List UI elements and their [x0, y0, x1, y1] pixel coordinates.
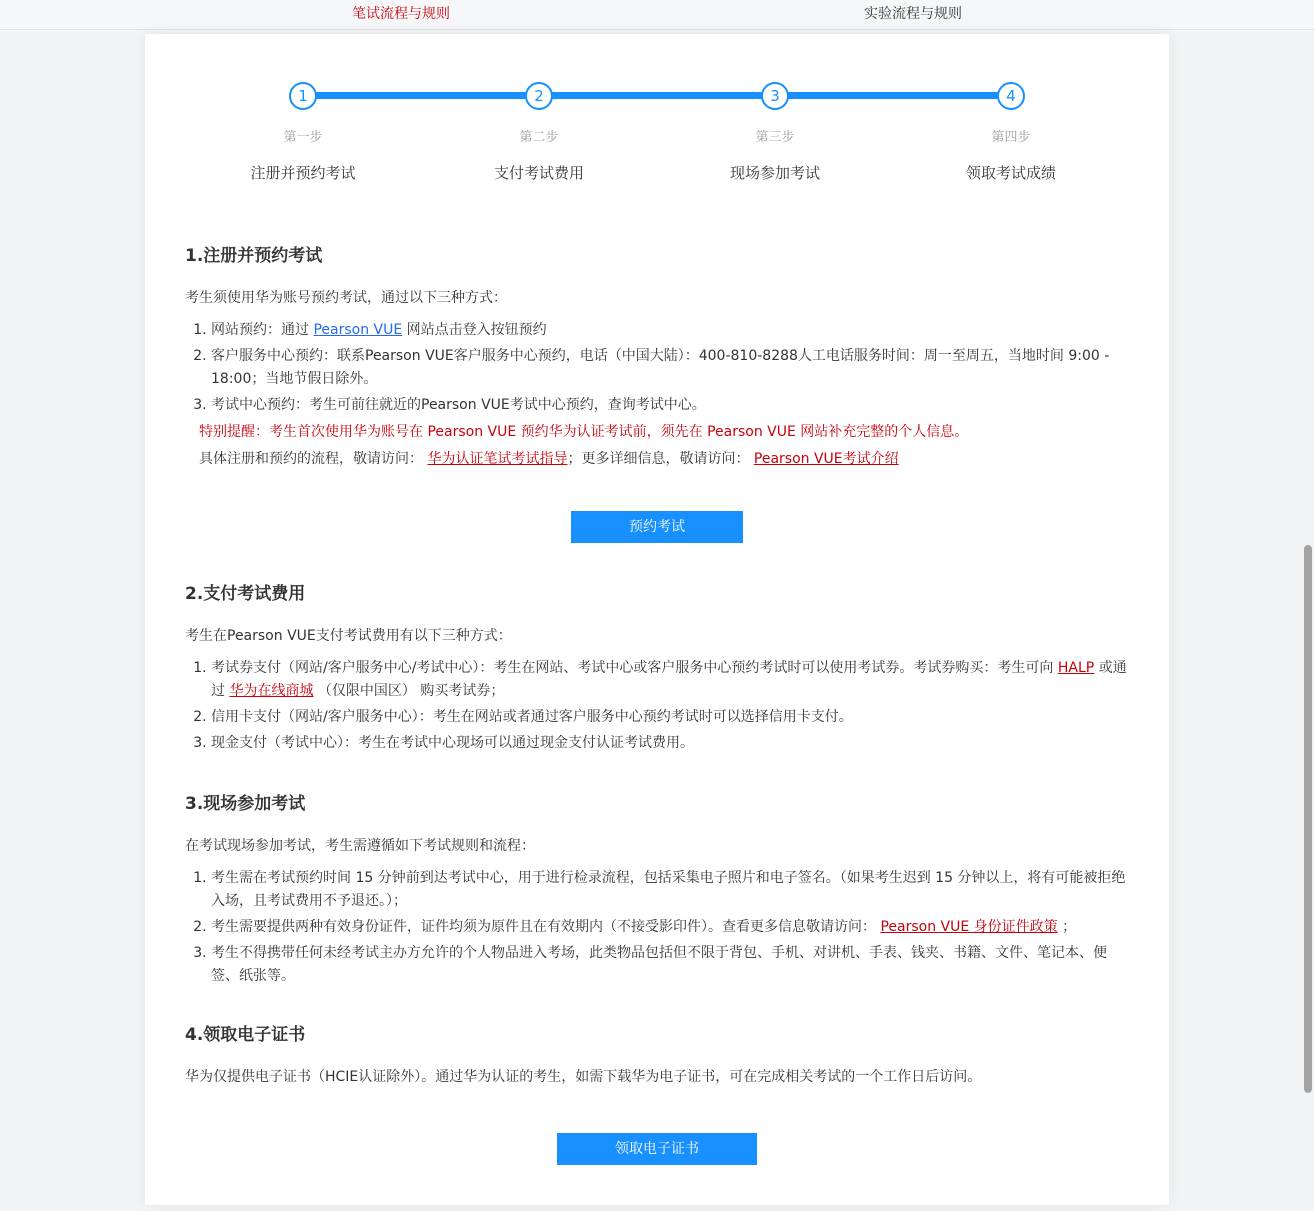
- section-2-list: [185, 657, 1129, 755]
- huawei-store-link[interactable]: 华为在线商城: [229, 683, 314, 699]
- section-3-intro: 在考试现场参加考试，考生需遵循如下考试规则和流程：: [185, 838, 535, 854]
- step-1-badge: 1: [289, 82, 317, 110]
- step-1-title: 注册并预约考试: [250, 164, 356, 182]
- text-segment: 现金支付（考试中心）：考生在考试中心现场可以通过现金支付认证考试费用。: [211, 735, 694, 751]
- pearson-vue-link[interactable]: Pearson VUE: [313, 322, 403, 338]
- section-register-and-book: [185, 241, 1129, 543]
- id-policy-link[interactable]: Pearson VUE 身份证件政策: [880, 919, 1058, 935]
- section-3-heading: 3.现场参加考试: [185, 794, 306, 814]
- step-4-badge: 4: [997, 82, 1025, 110]
- list-item: [211, 942, 1129, 988]
- section-attend-exam: [185, 789, 1129, 988]
- step-3-label: 第三步: [755, 130, 795, 145]
- list-item: [211, 319, 1129, 342]
- top-tab-bar: [0, 0, 1314, 30]
- list-item: [211, 867, 1129, 913]
- text-segment: 考试中心预约：考生可前往就近的Pearson VUE考试中心预约，查询考试中心。: [211, 397, 706, 413]
- text-segment: 客户服务中心预约：联系Pearson VUE客户服务中心预约，电话（中国大陆）：400-810-8288人工电话服务时间：周一至周五，当地时间 9:00 - 18:00；当地节假日除外。: [211, 348, 1110, 387]
- content-card: [145, 34, 1169, 1205]
- scrollbar[interactable]: [1304, 545, 1312, 1093]
- section-2-heading: 2.支付考试费用: [185, 584, 306, 604]
- step-4-title: 领取考试成绩: [965, 164, 1056, 182]
- text-segment: 考生需要提供两种有效身份证件，证件均须为原件且在有效期内（不接受影印件）。查看更多信息敬请访问：: [211, 919, 881, 935]
- step-4-label: 第四步: [991, 130, 1031, 145]
- step-3-title: 现场参加考试: [729, 164, 820, 182]
- section-4-intro: 华为仅提供电子证书（HCIE认证除外）。通过华为认证的考生，如需下载华为电子证书，可在完成相关考试的一个工作日后访问。: [185, 1069, 982, 1085]
- text-segment: 考生不得携带任何未经考试主办方允许的个人物品进入考场，此类物品包括但不限于背包、手机、对讲机、手表、钱夹、书籍、文件、笔记本、便签、纸张等。: [211, 945, 1107, 984]
- tab-written-exam-rules[interactable]: 笔试流程与规则: [352, 6, 450, 22]
- list-item: [211, 657, 1129, 703]
- text-segment: 网站点击登入按钮预约: [402, 322, 547, 338]
- exam-steps-stepper: [185, 82, 1129, 183]
- book-exam-button[interactable]: 预约考试: [571, 511, 743, 543]
- section-3-list: [185, 867, 1129, 988]
- section-1-list: [185, 319, 1129, 417]
- section-get-certificate: [185, 1020, 1129, 1165]
- step-2-title: 支付考试费用: [493, 164, 584, 182]
- halp-link[interactable]: HALP: [1057, 660, 1095, 676]
- text-segment: 信用卡支付（网站/客户服务中心）：考生在网站或者通过客户服务中心预约考试时可以选择信用卡支付。: [211, 709, 853, 725]
- list-item: [211, 706, 1129, 729]
- list-item: [211, 394, 1129, 417]
- special-reminder: [199, 421, 1129, 444]
- text-segment: 考生需在考试预约时间 15 分钟前到达考试中心，用于进行检录流程，包括采集电子照片和电子签名。（如果考生迟到 15 分钟以上，将有可能被拒绝入场，且考试费用不予退还。）；: [211, 870, 1126, 909]
- written-exam-guide-link[interactable]: 华为认证笔试考试指导: [427, 451, 568, 467]
- tab-lab-exam-rules[interactable]: 实验流程与规则: [864, 6, 962, 22]
- text-segment: 考试券支付（网站/客户服务中心/考试中心）：考生在网站、考试中心或客户服务中心预约考试时可以使用考试券。考试券购买：考生可向: [211, 660, 1058, 676]
- step-3-badge: 3: [761, 82, 789, 110]
- section-4-heading: 4.领取电子证书: [185, 1025, 306, 1045]
- section-2-intro: 考生在Pearson VUE支付考试费用有以下三种方式：: [185, 628, 512, 644]
- get-certificate-button[interactable]: 领取电子证书: [557, 1133, 757, 1165]
- section-1-intro: 考生须使用华为账号预约考试，通过以下三种方式：: [185, 290, 507, 306]
- step-1-label: 第一步: [283, 130, 323, 145]
- pearson-vue-intro-link[interactable]: Pearson VUE考试介绍: [753, 451, 899, 467]
- list-item: [211, 345, 1129, 391]
- list-item: [211, 916, 1129, 939]
- text-segment: 具体注册和预约的流程，敬请访问：: [199, 451, 428, 467]
- text-segment: 或通过: [211, 660, 1127, 699]
- text-segment: （仅限中国区） 购买考试券；: [313, 683, 505, 699]
- step-2-label: 第二步: [519, 130, 559, 145]
- section-pay-exam-fee: [185, 579, 1129, 755]
- section-1-heading: 1.注册并预约考试: [185, 246, 323, 266]
- text-segment: 特别提醒：考生首次使用华为账号在 Pearson VUE 预约华为认证考试前，须先在 Pearson VUE 网站补充完整的个人信息。: [199, 424, 969, 440]
- text-segment: ；更多详细信息，敬请访问：: [567, 451, 754, 467]
- text-segment: 网站预约：通过: [211, 322, 314, 338]
- step-2-badge: 2: [525, 82, 553, 110]
- guide-links-line: [199, 448, 1129, 471]
- list-item: [211, 732, 1129, 755]
- text-segment: ；: [1057, 919, 1077, 935]
